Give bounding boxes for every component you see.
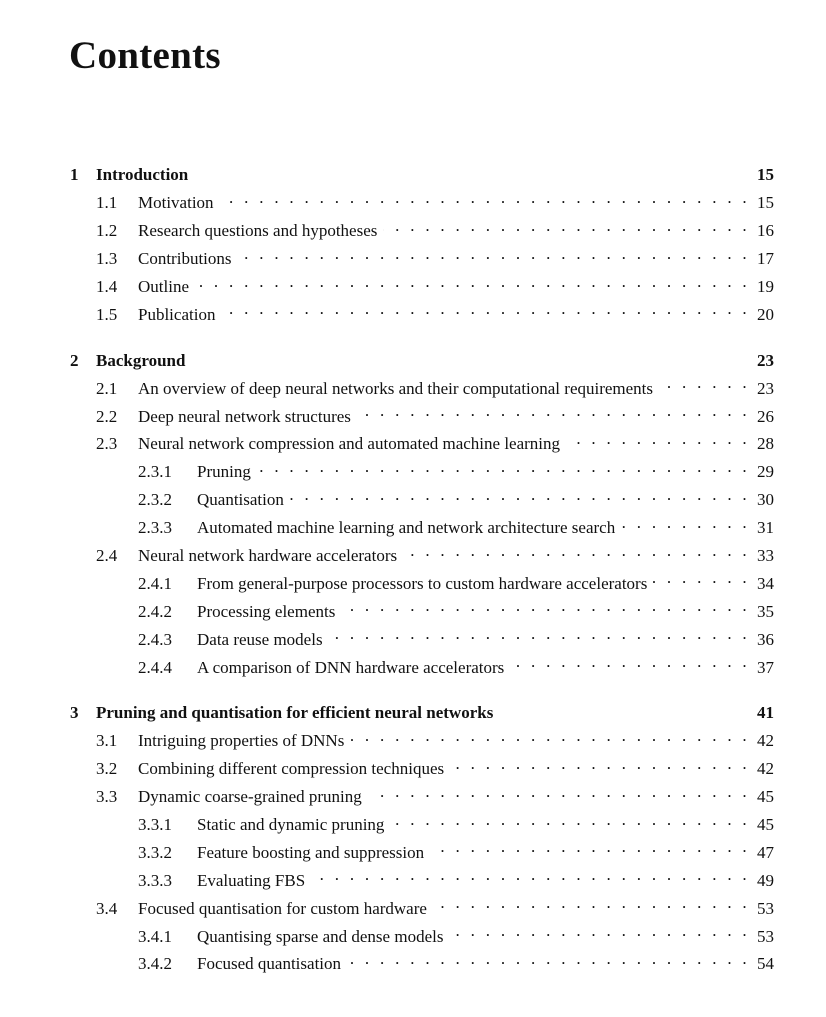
toc-subsection-entry[interactable] <box>70 624 774 652</box>
dot-leader <box>449 921 750 941</box>
entry-page-number: 53 <box>757 898 774 918</box>
entry-title: Neural network hardware accelerators <box>138 545 398 565</box>
entry-number: 2.2 <box>96 406 118 426</box>
entry-number: 1 <box>70 165 79 185</box>
entry-page-number: 45 <box>757 814 774 834</box>
entry-page-number: 30 <box>757 490 774 510</box>
entry-number: 1.2 <box>96 221 118 241</box>
entry-title: Data reuse models <box>197 629 323 649</box>
toc-section-entry[interactable] <box>70 272 774 300</box>
entry-number: 3.4 <box>96 898 118 918</box>
dot-leader <box>383 216 750 236</box>
entry-title: Quantisation <box>197 490 284 510</box>
entry-number: 2.4 <box>96 545 118 565</box>
entry-number: 1.3 <box>96 249 118 269</box>
toc-section-entry[interactable] <box>70 401 774 429</box>
entry-title: Static and dynamic pruning <box>197 814 385 834</box>
dot-leader <box>257 457 750 477</box>
entry-page-number: 54 <box>757 954 774 974</box>
entry-title: Pruning <box>197 462 251 482</box>
dot-leader <box>403 541 750 561</box>
toc-chapter-entry[interactable] <box>70 160 774 188</box>
dot-leader <box>566 429 750 449</box>
dot-leader <box>311 865 750 885</box>
dot-leader <box>659 373 750 393</box>
toc-section-entry[interactable] <box>70 299 774 327</box>
entry-number: 1.5 <box>96 304 118 324</box>
entry-title: Introduction <box>96 165 189 185</box>
toc-chapter-entry[interactable] <box>70 345 774 373</box>
entry-page-number: 41 <box>757 703 774 723</box>
entry-title: From general-purpose processors to custom hardware accelerators <box>197 573 648 593</box>
dot-leader <box>341 596 750 616</box>
entry-number: 2.4.3 <box>138 629 172 649</box>
toc-subsection-entry[interactable] <box>70 865 774 893</box>
toc-chapter-entry[interactable] <box>70 698 774 726</box>
toc-subsection-entry[interactable] <box>70 568 774 596</box>
dot-leader <box>430 837 750 857</box>
entry-page-number: 19 <box>757 276 774 296</box>
entry-title: Evaluating FBS <box>197 870 306 890</box>
toc-section-entry[interactable] <box>70 726 774 754</box>
entry-number: 2 <box>70 350 79 370</box>
entry-title: Research questions and hypotheses <box>138 221 378 241</box>
dot-leader <box>191 345 750 365</box>
entry-title: Combining different compression techniques <box>138 759 445 779</box>
dot-leader <box>653 568 750 588</box>
entry-page-number: 29 <box>757 462 774 482</box>
entry-page-number: 28 <box>757 434 774 454</box>
entry-page-number: 16 <box>757 221 774 241</box>
dot-leader <box>195 272 750 292</box>
entry-page-number: 53 <box>757 926 774 946</box>
toc-subsection-entry[interactable] <box>70 949 774 977</box>
toc-section-entry[interactable] <box>70 541 774 569</box>
toc-section-entry[interactable] <box>70 373 774 401</box>
toc-section-entry[interactable] <box>70 754 774 782</box>
entry-page-number: 15 <box>757 165 774 185</box>
entry-page-number: 42 <box>757 731 774 751</box>
entry-number: 3.4.2 <box>138 954 172 974</box>
dot-leader <box>329 624 750 644</box>
dot-leader <box>433 893 750 913</box>
dot-leader <box>221 299 750 319</box>
entry-number: 3.3 <box>96 787 118 807</box>
entry-number: 2.4.2 <box>138 601 172 621</box>
entry-title: Focused quantisation for custom hardware <box>138 898 427 918</box>
entry-title: Background <box>96 350 186 370</box>
entry-title: An overview of deep neural networks and their computational requirements <box>138 378 654 398</box>
toc-subsection-entry[interactable] <box>70 810 774 838</box>
dot-leader <box>290 485 750 505</box>
entry-page-number: 36 <box>757 629 774 649</box>
entry-number: 1.4 <box>96 276 118 296</box>
entry-title: Pruning and quantisation for efficient neural networks <box>96 703 494 723</box>
entry-number: 2.3.3 <box>138 518 172 538</box>
entry-title: A comparison of DNN hardware accelerators <box>197 657 505 677</box>
entry-number: 3.4.1 <box>138 926 172 946</box>
toc-section-entry[interactable] <box>70 188 774 216</box>
entry-title: Motivation <box>138 193 214 213</box>
entry-page-number: 33 <box>757 545 774 565</box>
toc-subsection-entry[interactable] <box>70 652 774 680</box>
entry-title: Processing elements <box>197 601 336 621</box>
entry-number: 3.2 <box>96 759 118 779</box>
entry-title: Deep neural network structures <box>138 406 351 426</box>
entry-number: 2.4.1 <box>138 573 172 593</box>
entry-number: 2.3 <box>96 434 118 454</box>
entry-number: 2.3.2 <box>138 490 172 510</box>
entry-page-number: 31 <box>757 518 774 538</box>
dot-leader <box>390 810 750 830</box>
dot-leader <box>194 160 750 180</box>
entry-page-number: 42 <box>757 759 774 779</box>
entry-page-number: 23 <box>757 378 774 398</box>
dot-leader <box>450 754 750 774</box>
entry-number: 2.3.1 <box>138 462 172 482</box>
dot-leader <box>368 782 750 802</box>
entry-title: Automated machine learning and network architecture search <box>197 518 616 538</box>
entry-title: Intriguing properties of DNNs <box>138 731 345 751</box>
entry-page-number: 37 <box>757 657 774 677</box>
dot-leader <box>357 401 750 421</box>
page-title: Contents <box>69 34 221 77</box>
toc-subsection-entry[interactable] <box>70 596 774 624</box>
toc-section-entry[interactable] <box>70 244 774 272</box>
entry-page-number: 47 <box>757 842 774 862</box>
dot-leader <box>510 652 750 672</box>
entry-title: Publication <box>138 304 216 324</box>
entry-number: 3 <box>70 703 79 723</box>
entry-number: 3.1 <box>96 731 118 751</box>
entry-page-number: 34 <box>757 573 774 593</box>
toc-section-entry[interactable] <box>70 429 774 457</box>
dot-leader <box>238 244 750 264</box>
toc-subsection-entry[interactable] <box>70 485 774 513</box>
entry-title: Outline <box>138 276 189 296</box>
entry-page-number: 45 <box>757 787 774 807</box>
table-of-contents <box>70 160 774 977</box>
entry-title: Focused quantisation <box>197 954 342 974</box>
entry-page-number: 23 <box>757 350 774 370</box>
entry-title: Dynamic coarse-grained pruning <box>138 787 362 807</box>
toc-subsection-entry[interactable] <box>70 921 774 949</box>
entry-title: Feature boosting and suppression <box>197 842 425 862</box>
entry-title: Quantising sparse and dense models <box>197 926 444 946</box>
entry-number: 2.4.4 <box>138 657 172 677</box>
entry-number: 3.3.1 <box>138 814 172 834</box>
entry-page-number: 17 <box>757 249 774 269</box>
entry-number: 1.1 <box>96 193 118 213</box>
entry-title: Neural network compression and automated machine learning <box>138 434 561 454</box>
toc-section-entry[interactable] <box>70 216 774 244</box>
dot-leader <box>621 513 750 533</box>
entry-number: 3.3.3 <box>138 870 172 890</box>
toc-subsection-entry[interactable] <box>70 513 774 541</box>
entry-page-number: 49 <box>757 870 774 890</box>
entry-page-number: 15 <box>757 193 774 213</box>
entry-page-number: 26 <box>757 406 774 426</box>
entry-page-number: 35 <box>757 601 774 621</box>
toc-section-entry[interactable] <box>70 893 774 921</box>
dot-leader <box>220 188 750 208</box>
toc-section-entry[interactable] <box>70 782 774 810</box>
toc-subsection-entry[interactable] <box>70 457 774 485</box>
dot-leader <box>347 949 750 969</box>
entry-title: Contributions <box>138 249 232 269</box>
entry-number: 2.1 <box>96 378 118 398</box>
toc-subsection-entry[interactable] <box>70 837 774 865</box>
entry-page-number: 20 <box>757 304 774 324</box>
entry-number: 3.3.2 <box>138 842 172 862</box>
dot-leader <box>350 726 750 746</box>
dot-leader <box>499 698 750 718</box>
